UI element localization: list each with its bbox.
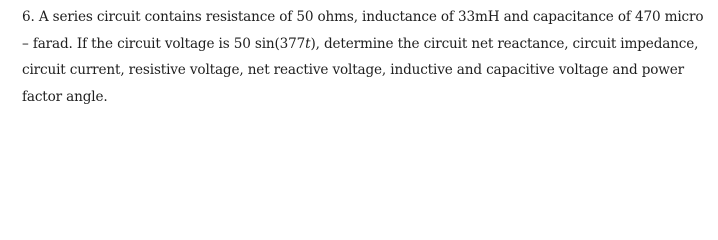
time-variable: t [305,35,311,52]
problem-line-2-text-start: – farad. If the circuit voltage is 50 sin(377 [22,35,306,52]
problem-line-2-text-end: ), determine the circuit net reactance, circuit impedance, [310,35,699,52]
problem-line-1 [22,4,712,31]
problem-line-4 [22,84,712,111]
problem-line-4-text: factor angle. [22,88,108,105]
problem-line-2 [22,31,712,58]
problem-line-3-text: circuit current, resistive voltage, net reactive voltage, inductive and capacitive voltage and power [22,62,685,78]
problem-line-1-text: 6. A series circuit contains resistance of 50 ohms, inductance of 33mH and capacitance of 470 micro [22,9,704,25]
problem-line-3 [22,57,712,84]
problem-statement [22,4,712,110]
